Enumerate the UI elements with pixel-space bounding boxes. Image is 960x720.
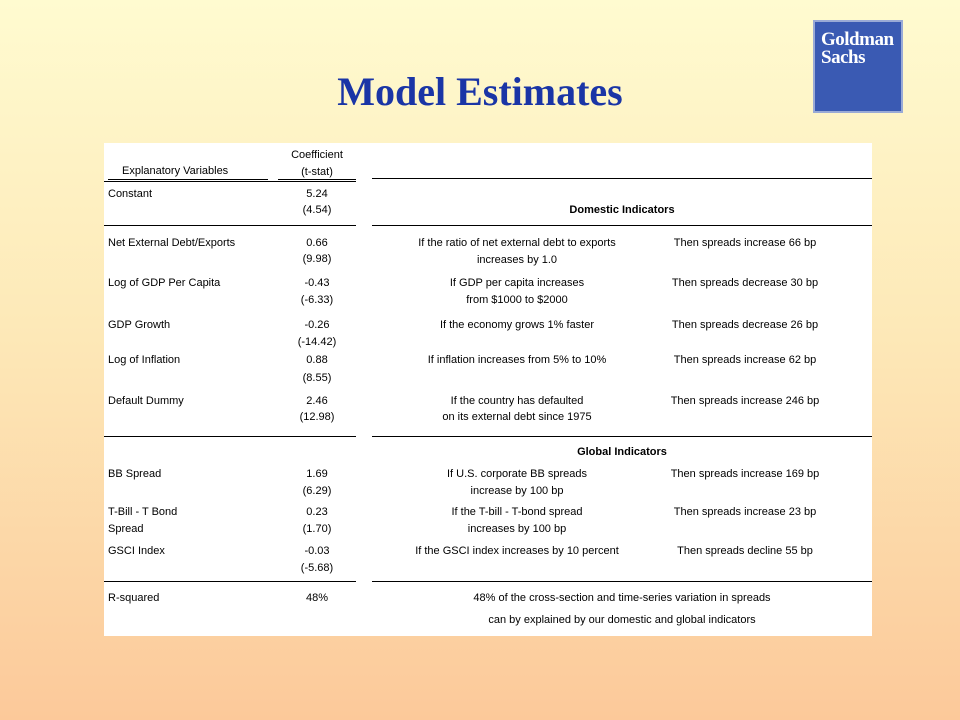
- section-domestic-indicators: Domestic Indicators: [569, 204, 675, 216]
- row-debt-exports-condition-1: If the ratio of net external debt to exports: [418, 237, 616, 249]
- row-default-dummy-condition-1: If the country has defaulted: [450, 395, 584, 407]
- row-constant-coef: 5.24: [306, 188, 328, 200]
- divider-left-domestic: [104, 225, 356, 226]
- row-gsci-effect: Then spreads decline 55 bp: [677, 545, 813, 557]
- row-default-dummy-condition-2: on its external debt since 1975: [442, 411, 592, 423]
- rsquared-explanation-1: 48% of the cross-section and time-series variation in spreads: [473, 592, 771, 604]
- row-gsci-variable: GSCI Index: [108, 545, 165, 557]
- row-gdp-per-capita-tstat: (-6.33): [300, 294, 334, 306]
- row-inflation-condition-1: If inflation increases from 5% to 10%: [427, 354, 607, 366]
- row-gdp-growth-variable: GDP Growth: [108, 319, 171, 331]
- row-debt-exports-variable: Net External Debt/Exports: [108, 237, 236, 249]
- row-inflation-coef: 0.88: [306, 354, 328, 366]
- slide-title: Model Estimates: [337, 69, 623, 114]
- row-gdp-growth-effect: Then spreads decrease 26 bp: [671, 319, 819, 331]
- row-tbill-tbond-effect: Then spreads increase 23 bp: [673, 506, 817, 518]
- header-underline-coef: [278, 179, 356, 180]
- row-debt-exports-coef: 0.66: [306, 237, 328, 249]
- divider-left-rsquared: [104, 581, 356, 582]
- row-bb-spread-condition-2: increase by 100 bp: [470, 485, 564, 497]
- row-inflation-effect: Then spreads increase 62 bp: [673, 354, 817, 366]
- divider-right-rsquared: [372, 581, 872, 582]
- row-tbill-tbond-variable: T-Bill - T Bond: [108, 506, 178, 518]
- rsquared-value: 48%: [305, 592, 329, 604]
- row-bb-spread-variable: BB Spread: [108, 468, 162, 480]
- divider-right-domestic: [372, 225, 872, 226]
- logo-line-1: Goldman: [821, 29, 894, 50]
- row-default-dummy-coef: 2.46: [306, 395, 328, 407]
- row-gsci-coef: -0.03: [304, 545, 330, 557]
- row-tbill-tbond-coef: 0.23: [306, 506, 328, 518]
- header-underline-variables: [108, 179, 268, 180]
- row-gdp-per-capita-effect: Then spreads decrease 30 bp: [671, 277, 819, 289]
- row-inflation-variable: Log of Inflation: [108, 354, 181, 366]
- divider-right-global: [372, 436, 872, 437]
- goldman-sachs-logo: [813, 20, 903, 113]
- row-gsci-condition-1: If the GSCI index increases by 10 percent: [415, 545, 619, 557]
- row-bb-spread-condition-1: If U.S. corporate BB spreads: [446, 468, 587, 480]
- row-constant-tstat: (4.54): [302, 204, 332, 216]
- row-bb-spread-effect: Then spreads increase 169 bp: [670, 468, 820, 480]
- row-default-dummy-tstat: (12.98): [299, 411, 335, 423]
- row-gdp-per-capita-condition-2: from $1000 to $2000: [466, 294, 568, 306]
- row-constant-variable: Constant: [108, 188, 153, 200]
- row-gsci-tstat: (-5.68): [300, 562, 334, 574]
- row-gdp-growth-coef: -0.26: [304, 319, 330, 331]
- header-coefficient: Coefficient: [291, 149, 343, 161]
- logo-line-2: Sachs: [821, 47, 865, 68]
- row-tbill-tbond-condition-2: increases by 100 bp: [467, 523, 567, 535]
- rsquared-label: R-squared: [108, 592, 160, 604]
- row-debt-exports-effect: Then spreads increase 66 bp: [673, 237, 817, 249]
- row-gdp-growth-tstat: (-14.42): [297, 336, 337, 348]
- row-tbill-tbond-condition-1: If the T-bill - T-bond spread: [451, 506, 583, 518]
- row-tbill-tbond-variable-2: Spread: [108, 523, 144, 535]
- row-gdp-per-capita-coef: -0.43: [304, 277, 330, 289]
- row-debt-exports-condition-2: increases by 1.0: [476, 254, 558, 266]
- row-gdp-per-capita-condition-1: If GDP per capita increases: [449, 277, 585, 289]
- header-tstat: (t-stat): [301, 166, 333, 178]
- row-bb-spread-tstat: (6.29): [302, 485, 332, 497]
- row-default-dummy-effect: Then spreads increase 246 bp: [670, 395, 820, 407]
- model-estimates-table: [104, 143, 872, 636]
- row-debt-exports-tstat: (9.98): [302, 253, 332, 265]
- row-inflation-tstat: (8.55): [302, 372, 332, 384]
- divider-right-top: [372, 178, 872, 179]
- row-default-dummy-variable: Default Dummy: [108, 395, 184, 407]
- divider-left-top: [104, 181, 356, 182]
- row-tbill-tbond-tstat: (1.70): [302, 523, 332, 535]
- divider-left-global: [104, 436, 356, 437]
- row-gdp-per-capita-variable: Log of GDP Per Capita: [108, 277, 221, 289]
- row-bb-spread-coef: 1.69: [306, 468, 328, 480]
- rsquared-explanation-2: can by explained by our domestic and global indicators: [488, 614, 756, 626]
- header-explanatory-variables: Explanatory Variables: [122, 165, 229, 177]
- row-gdp-growth-condition-1: If the economy grows 1% faster: [439, 319, 595, 331]
- section-global-indicators: Global Indicators: [577, 446, 667, 458]
